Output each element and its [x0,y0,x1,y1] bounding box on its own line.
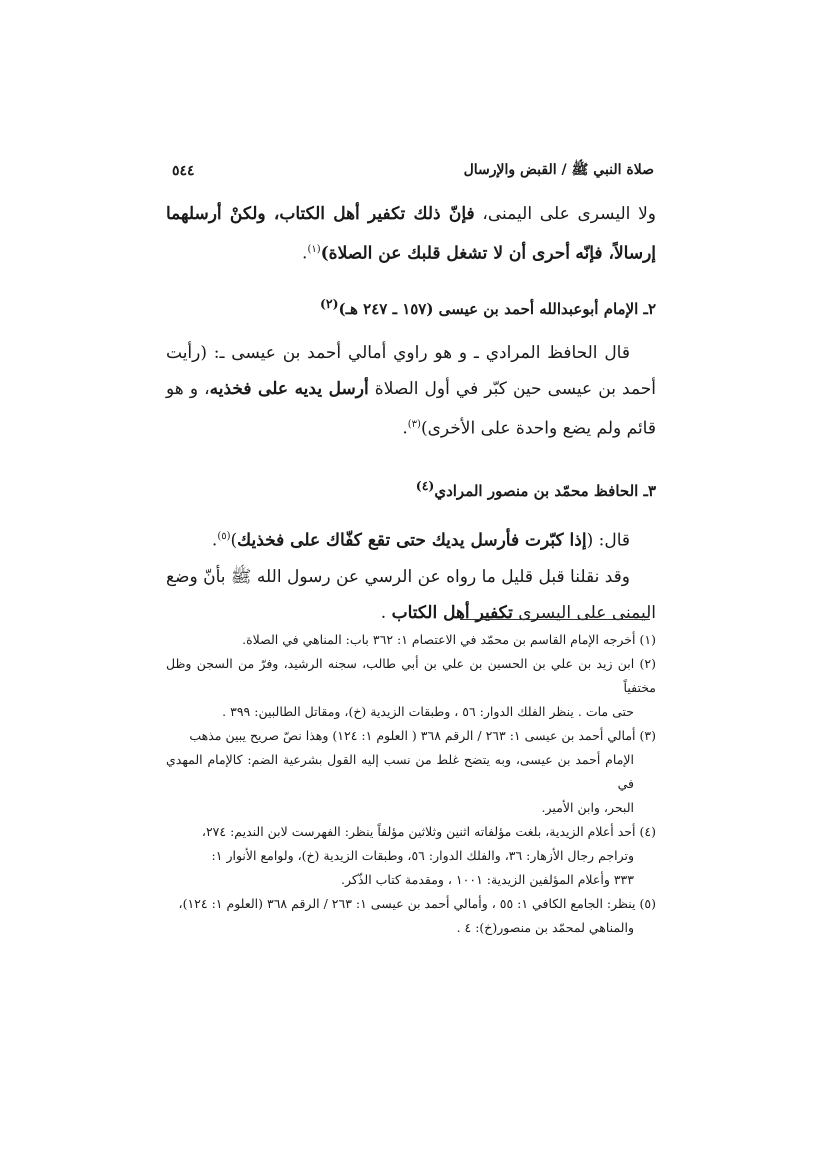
footnotes [166,628,656,940]
section-heading-2 [166,290,656,323]
footnote-4-line-3: ٣٣٣ وأعلام المؤلفين الزيدية: ١٠٠١ ، ومقدمة كتاب الذّكر. [341,872,634,887]
footnote-3-num: (٣) [639,728,656,743]
page-header [172,158,654,184]
paragraph-2 [166,335,656,447]
footnote-5-num: (٥) [639,896,656,911]
footnote-1-line-1: أخرجه الإمام القاسم بن محمّد في الاعتصام ١: ٣٦٢ باب: المناهي في الصلاة. [242,632,636,647]
p2-text-c: ، و هو قائم ولم يضع واحدة على الأخرى) [166,378,656,439]
footnote-ref-2: (٢) [319,295,339,311]
footnote-1-num: (١) [639,632,656,647]
section-heading-3 [166,472,656,505]
footnote-5-line-1: ينظر: الجامع الكافي ١: ٥٥ ، وأمالي أحمد بن عيسى ١: ٢٦٣ / الرقم ٣٦٨ (العلوم ١: ١٢٤)، [178,896,636,911]
p1-bold-a: فإنّ ذلك تكفير أهل الكتاب، ولكنْ أرسلهما إرسالاً، فإنّه [166,204,656,264]
footnote-separator [460,619,650,620]
footnote-4 [166,820,656,892]
paragraph-1 [166,196,656,272]
p1-bold-b: أحرى أن لا تشغل قلبك عن الصلاة) [320,243,570,264]
p4-end: . [380,602,392,623]
footnote-ref-1: (١) [307,244,321,255]
footnote-4-line-1: أحد أعلام الزيدية، بلغت مؤلفاته اثنين وثلاثين مؤلفاً ينظر: الفهرست لابن النديم: ٢٧٤، [201,824,636,839]
footnote-ref-5: (٥) [217,531,231,543]
footnote-3-line-2: الإمام أحمد بن عيسى، وبه يتضح غلط من نسب إليه القول بشرعية الضم: كالإمام المهدي في [166,752,634,791]
footnote-3-line-1: أمالي أحمد بن عيسى ١: ٢٦٣ / الرقم ٣٦٨ ( العلوم ١: ١٢٤) وهذا نصّ صريح يبين مذهب [189,728,636,743]
footnote-3 [166,724,656,820]
footnote-5-line-2: والمناهي لمحمّد بن منصور(خ): ٤ . [456,920,634,935]
p2-bold: أرسل يديه على فخذيه [209,378,369,399]
paragraph-3 [166,519,656,559]
footnote-2-line-2: حتى مات . ينظر الفلك الدوار: ٥٦ ، وطبقات الزيدية (خ)، ومقاتل الطالبين: ٣٩٩ . [222,704,634,719]
footnote-ref-3: (٣) [407,418,421,430]
p4-bold: تكفير أهل الكتاب [391,602,513,623]
footnote-1 [166,628,656,652]
running-title: صلاة النبي ﷺ / القبض والإرسال [463,162,654,178]
main-text [166,196,656,631]
footnote-2-line-1: ابن زيد بن علي بن الحسين بن علي بن أبي طالب، سجنه الرشيد، وفرّ من السجن وظل مختفياً [166,656,656,695]
p1-end: . [302,243,308,264]
p3-text-a: قال: ( [586,530,630,551]
footnote-ref-4: (٤) [415,478,435,494]
p2-text-a: قال الحافظ المرادي ـ و هو راوي أمالي أحمد بن عيسى ـ: (رأيت أحمد بن عيسى حين كبّر في أول الصلاة [166,342,656,399]
p3-text-c: ) [230,530,238,551]
p2-end: . [402,418,408,439]
footnote-4-line-2: وتراجم رجال الأزهار: ٣٦، والفلك الدوار: ٥٦، وطبقات الزيدية (خ)، ولوامع الأنوار ١: [211,848,634,863]
footnote-5 [166,892,656,940]
p3-bold: إذا كبّرت فأرسل يديك حتى تقع كفّاك على فخذيك [237,530,587,551]
page-number: ٥٤٤ [172,163,195,179]
heading-2-text: ٢ـ الإمام أبوعبدالله أحمد بن عيسى (١٥٧ ـ ٢٤٧ هـ) [338,299,656,318]
footnote-2 [166,652,656,724]
p3-end: . [211,530,218,551]
p1-text-a: ولا اليسرى على اليمنى، [474,204,656,224]
heading-3-text: ٣ـ الحافظ محمّد بن منصور المرادي [434,482,656,501]
paragraph-4 [166,559,656,631]
footnote-3-line-3: البحر، وابن الأمير. [541,800,634,815]
footnote-4-num: (٤) [639,824,656,839]
p4-text-a: وقد نقلنا قبل قليل ما رواه عن الرسي عن رسول الله ﷺ بأنّ وضع اليمنى على اليسرى [166,566,656,623]
footnote-2-num: (٢) [639,656,656,671]
